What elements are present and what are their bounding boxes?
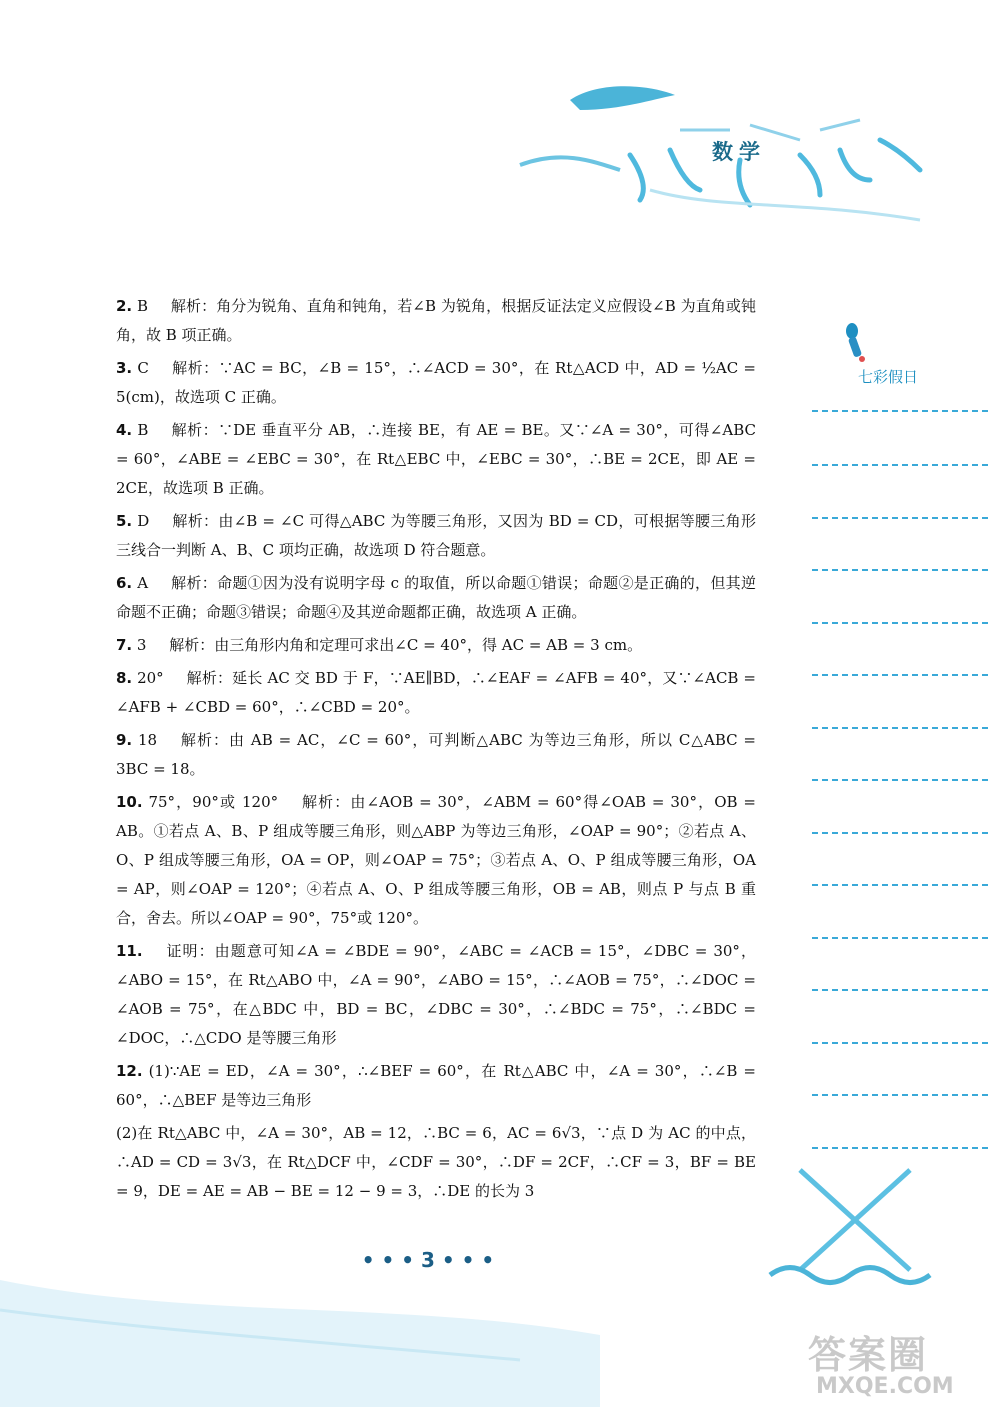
item-text: (1)∵AE = ED，∠A = 30°，∴∠BEF = 60°，在 Rt△ABC 中，∠A = 30°，∴∠B = 60°，∴△BEF 是等边三角形 bbox=[116, 1062, 756, 1109]
answer-item bbox=[116, 1057, 756, 1115]
item-answer: B bbox=[137, 421, 149, 439]
note-line bbox=[812, 779, 988, 781]
page-number: • • • 3 • • • bbox=[361, 1248, 495, 1272]
item-text: 解析：由∠B = ∠C 可得△ABC 为等腰三角形，又因为 BD = CD，可根据等腰三角形三线合一判断 A、B、C 项均正确，故选项 D 符合题意。 bbox=[116, 512, 756, 559]
answer-item bbox=[116, 664, 756, 722]
item-answer: B bbox=[137, 297, 149, 315]
item-answer: C bbox=[137, 359, 149, 377]
item-number: 10. bbox=[116, 793, 143, 811]
item-number: 9. bbox=[116, 731, 133, 749]
note-line bbox=[812, 884, 988, 886]
answer-item bbox=[116, 937, 756, 1053]
answer-item bbox=[116, 726, 756, 784]
answer-item bbox=[116, 507, 756, 565]
note-line bbox=[812, 832, 988, 834]
item-answer: 75°，90°或 120° bbox=[148, 793, 279, 811]
item-answer: A bbox=[137, 574, 149, 592]
item-text: 解析：由 AB = AC，∠C = 60°，可判断△ABC 为等边三角形，所以 C△ABC = 3BC = 18。 bbox=[116, 731, 756, 778]
item-text: 解析：延长 AC 交 BD 于 F，∵AE∥BD，∴∠EAF = ∠AFB = 40°，又∵∠ACB = ∠AFB + ∠CBD = 60°，∴∠CBD = 20°。 bbox=[116, 669, 756, 716]
answer-item bbox=[116, 788, 756, 933]
answer-item bbox=[116, 354, 756, 412]
item-answer: 20° bbox=[137, 669, 164, 687]
answer-item bbox=[116, 631, 756, 660]
item-text: 解析：∵AC = BC，∠B = 15°，∴∠ACD = 30°，在 Rt△ACD 中，AD = ½AC = 5(cm)，故选项 C 正确。 bbox=[116, 359, 756, 406]
answer-item bbox=[116, 1119, 756, 1206]
note-line bbox=[812, 674, 988, 676]
watermark-logo: 答案圈 bbox=[808, 1333, 929, 1377]
item-number: 5. bbox=[116, 512, 133, 530]
item-answer: 18 bbox=[137, 731, 158, 749]
note-line bbox=[812, 569, 988, 571]
item-text: 解析：∵DE 垂直平分 AB，∴连接 BE，有 AE = BE。又∵∠A = 30°，可得∠ABC = 60°，∠ABE = ∠EBC = 30°，在 Rt△EBC 中，∠EBC = 30°，∴BE = 2CE，即 AE = 2CE，故选项 B 正确。 bbox=[116, 421, 756, 497]
item-text: 证明：由题意可知∠A = ∠BDE = 90°，∠ABC = ∠ACB = 15°，∠DBC = 30°，∠ABO = 15°，在 Rt△ABO 中，∠A = 90°，∠ABO = 15°，∴∠AOB = 75°，∴∠DOC = ∠AOB = 75°，在△BDC 中，BD = BC，∠DBC = 30°，∴∠BDC = 75°，∴∠BDC = ∠DOC，∴△CDO 是等腰三角形 bbox=[116, 942, 756, 1047]
item-number: 4. bbox=[116, 421, 133, 439]
item-answer: 3 bbox=[136, 636, 147, 654]
item-answer: D bbox=[137, 512, 150, 530]
answer-item bbox=[116, 569, 756, 627]
item-number: 11. bbox=[116, 942, 143, 960]
sidebar-label: 七彩假日 bbox=[858, 368, 919, 386]
item-number: 6. bbox=[116, 574, 133, 592]
note-line bbox=[812, 1094, 988, 1096]
item-number: 8. bbox=[116, 669, 133, 687]
item-number: 2. bbox=[116, 297, 133, 315]
note-line bbox=[812, 464, 988, 466]
item-number: 7. bbox=[116, 636, 133, 654]
item-text: 解析：角分为锐角、直角和钝角，若∠B 为锐角，根据反证法定义应假设∠B 为直角或钝角，故 B 项正确。 bbox=[116, 297, 756, 344]
note-line bbox=[812, 937, 988, 939]
note-line bbox=[812, 727, 988, 729]
watermark-url: MXQE.COM bbox=[816, 1374, 954, 1399]
item-number: 12. bbox=[116, 1062, 143, 1080]
note-line bbox=[812, 410, 988, 412]
item-number: 3. bbox=[116, 359, 133, 377]
note-line bbox=[812, 622, 988, 624]
answer-item bbox=[116, 292, 756, 350]
item-text: 解析：由∠AOB = 30°，∠ABM = 60°得∠OAB = 30°，OB = AB。①若点 A、B、P 组成等腰三角形，则△ABP 为等边三角形，∠OAP = 90°；②若点 A、O、P 组成等腰三角形，OA = OP，则∠OAP = 75°；③若点 A、O、P 组成等腰三角形，OA = AP，则∠OAP = 120°；④若点 A、O、P 组成等腰三角形，OB = AB，则点 P 与点 B 重合，舍去。所以∠OAP = 90°，75°或 120°。 bbox=[116, 793, 756, 927]
subject-title: 数学 bbox=[712, 140, 766, 164]
item-text: 解析：命题①因为没有说明字母 c 的取值，所以命题①错误；命题②是正确的，但其逆命题不正确；命题③错误；命题④及其逆命题都正确，故选项 A 正确。 bbox=[116, 574, 756, 621]
note-line bbox=[812, 1042, 988, 1044]
note-line bbox=[812, 989, 988, 991]
item-text: (2)在 Rt△ABC 中，∠A = 30°，AB = 12，∴BC = 6，AC = 6√3，∵点 D 为 AC 的中点，∴AD = CD = 3√3，在 Rt△DCF 中，∠CDF = 30°，∴DF = 2CF，∴CF = 3，BF = BE = 9，DE = AE = AB − BE = 12 − 9 = 3，∴DE 的长为 3 bbox=[116, 1124, 756, 1200]
answer-item bbox=[116, 416, 756, 503]
item-text: 解析：由三角形内角和定理可求出∠C = 40°，得 AC = AB = 3 cm。 bbox=[169, 636, 643, 654]
note-line bbox=[812, 1147, 988, 1149]
answer-list bbox=[116, 292, 756, 1210]
note-line bbox=[812, 517, 988, 519]
